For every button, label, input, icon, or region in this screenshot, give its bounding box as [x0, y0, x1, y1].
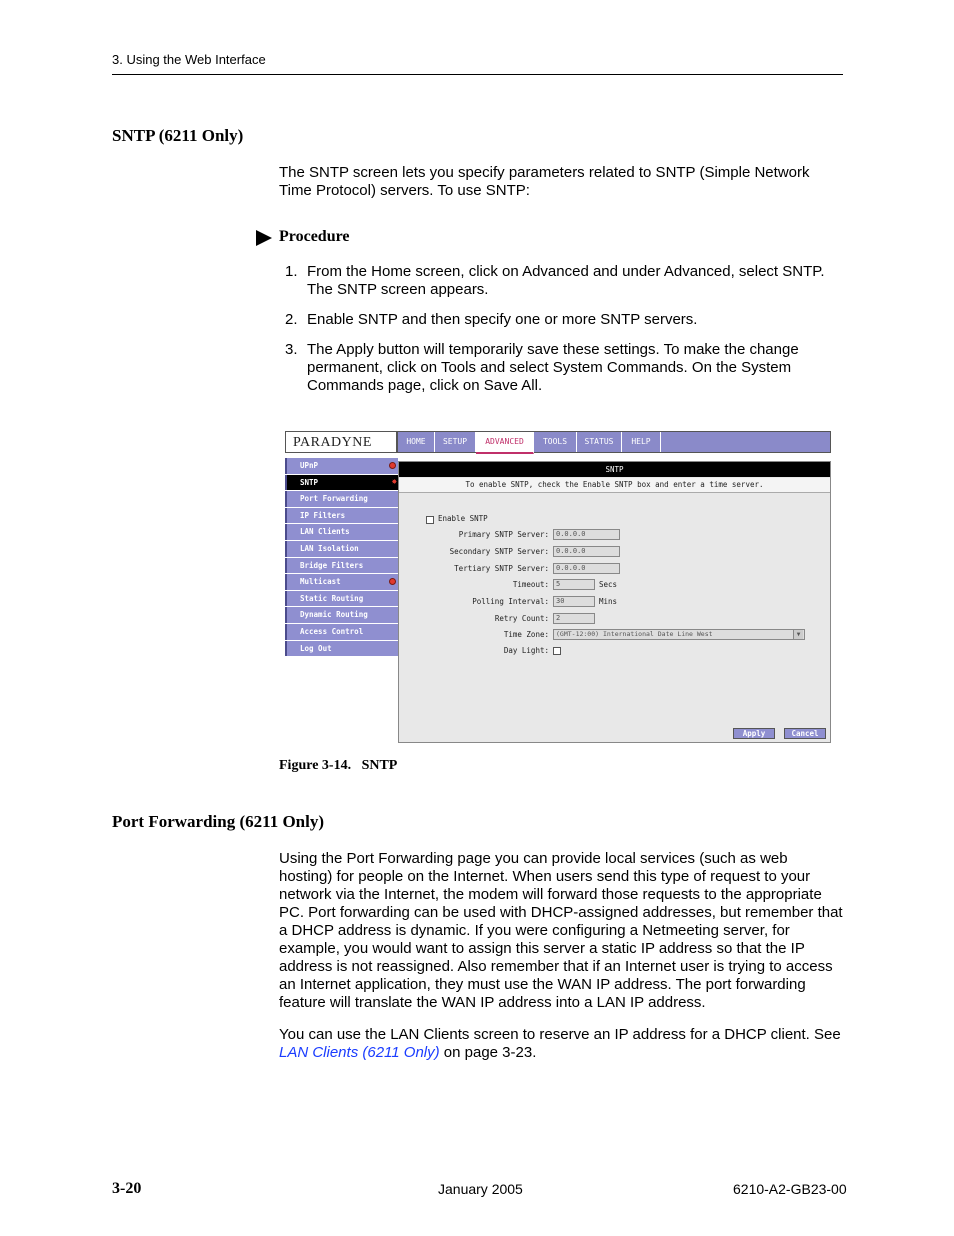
timeout-unit: Secs	[599, 580, 618, 589]
sntp-intro: The SNTP screen lets you specify parameters related to SNTP (Simple Network Time Protocol) servers. To use SNTP:	[279, 164, 810, 199]
sidebar-item-dynamic-routing[interactable]: Dynamic Routing	[285, 607, 398, 623]
sidebar-menu	[285, 458, 398, 657]
port-forwarding-para2: You can use the LAN Clients screen to reserve an IP address for a DHCP client. See LAN Clients (6211 Only) on page 3-23.	[279, 1026, 841, 1061]
primary-server-input[interactable]: 0.0.0.0	[553, 529, 620, 540]
procedure-step: 1. From the Home screen, click on Advanced and under Advanced, select SNTP. The SNTP screen appears.	[285, 263, 825, 298]
port-forwarding-para1: Using the Port Forwarding page you can provide local services (such as web hosting) for people on the Internet. When users send this type of request to your network via the Internet, the modem will forward those requests to the appropriate PC. Port forwarding can be used with DHCP-assigned addresses, but remember that a DHCP address is dynamic. If you were configuring a Netmeeting server, for example, you would want to assign this server a static IP address so that the IP address is not reassigned. Also remember that if an Internet user is trying to access an Internet application, they must use the WAN IP address. The port forwarding feature will translate the WAN IP address into a LAN IP address.	[279, 850, 843, 1011]
tab-help[interactable]: HELP	[622, 432, 661, 452]
sidebar-item-multicast[interactable]: Multicast	[285, 574, 398, 590]
page-number: 3-20	[112, 1180, 142, 1197]
paradyne-logo: PARADYNE	[293, 435, 372, 450]
procedure-step: 3. The Apply button will temporarily save these settings. To make the change permanent, click on Tools and select System Commands. On the System Commands page, click on Save All.	[285, 341, 799, 394]
polling-interval-label: Polling Interval:	[472, 597, 549, 606]
apply-button[interactable]: Apply	[733, 728, 775, 739]
sntp-heading: SNTP (6211 Only)	[112, 126, 244, 145]
sidebar-item-sntp[interactable]: SNTP ✸	[285, 475, 398, 491]
status-dot-icon	[389, 462, 396, 469]
polling-interval-unit: Mins	[599, 597, 618, 606]
enable-sntp-checkbox[interactable]	[426, 516, 434, 524]
daylight-checkbox[interactable]	[553, 647, 561, 655]
figure-caption: Figure 3-14. SNTP	[279, 758, 398, 773]
sidebar-item-static-routing[interactable]: Static Routing	[285, 591, 398, 607]
primary-server-label: Primary SNTP Server:	[458, 530, 549, 539]
enable-sntp-label: Enable SNTP	[438, 514, 488, 523]
retry-count-input[interactable]: 2	[553, 613, 595, 624]
status-dot-icon	[389, 578, 396, 585]
retry-count-label: Retry Count:	[494, 614, 549, 623]
tab-setup[interactable]: SETUP	[435, 432, 476, 452]
footer-doc-id: 6210-A2-GB23-00	[733, 1181, 847, 1197]
time-zone-label: Time Zone:	[503, 630, 549, 639]
top-tab-bar	[397, 431, 831, 453]
sidebar-item-lan-clients[interactable]: LAN Clients	[285, 524, 398, 540]
procedure-steps	[285, 263, 845, 407]
tab-home[interactable]: HOME	[398, 432, 435, 452]
secondary-server-input[interactable]: 0.0.0.0	[553, 546, 620, 557]
tab-status[interactable]: STATUS	[577, 432, 622, 452]
procedure-arrow-icon	[256, 230, 272, 246]
sntp-screenshot-figure	[285, 431, 831, 743]
procedure-label: Procedure	[279, 228, 350, 245]
daylight-label: Day Light:	[503, 646, 549, 655]
panel-instructions: To enable SNTP, check the Enable SNTP box and enter a time server.	[399, 478, 830, 493]
sntp-panel	[398, 461, 831, 743]
timeout-input[interactable]: 5	[553, 579, 595, 590]
sidebar-item-port-forwarding[interactable]: Port Forwarding	[285, 491, 398, 507]
tertiary-server-label: Tertiary SNTP Server:	[454, 564, 549, 573]
time-zone-select[interactable]: (GMT-12:00) International Date Line West ▼	[553, 629, 805, 640]
polling-interval-input[interactable]: 30	[553, 596, 595, 607]
header-rule	[112, 74, 843, 75]
status-spark-icon: ✸	[391, 476, 397, 487]
sidebar-item-bridge-filters[interactable]: Bridge Filters	[285, 558, 398, 574]
sidebar-item-upnp[interactable]: UPnP	[285, 458, 398, 474]
tab-advanced[interactable]: ADVANCED	[476, 432, 534, 454]
chevron-down-icon[interactable]: ▼	[793, 630, 803, 639]
lan-clients-link[interactable]: LAN Clients (6211 Only)	[279, 1044, 440, 1061]
sidebar-item-lan-isolation[interactable]: LAN Isolation	[285, 541, 398, 557]
panel-title: SNTP	[399, 462, 830, 477]
tertiary-server-input[interactable]: 0.0.0.0	[553, 563, 620, 574]
secondary-server-label: Secondary SNTP Server:	[449, 547, 549, 556]
port-forwarding-heading: Port Forwarding (6211 Only)	[112, 812, 325, 831]
logo-box	[285, 431, 397, 453]
cancel-button[interactable]: Cancel	[784, 728, 826, 739]
sidebar-item-ip-filters[interactable]: IP Filters	[285, 508, 398, 524]
tab-tools[interactable]: TOOLS	[534, 432, 577, 452]
running-header: 3. Using the Web Interface	[112, 52, 266, 67]
procedure-step: 2. Enable SNTP and then specify one or more SNTP servers.	[285, 311, 698, 328]
timeout-label: Timeout:	[512, 580, 549, 589]
sidebar-item-access-control[interactable]: Access Control	[285, 624, 398, 640]
sidebar-item-log-out[interactable]: Log Out	[285, 641, 398, 657]
footer-date: January 2005	[438, 1181, 523, 1197]
